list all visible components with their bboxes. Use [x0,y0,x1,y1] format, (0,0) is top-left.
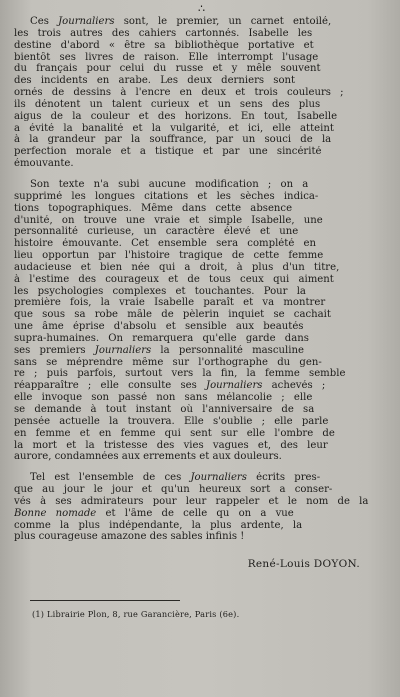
text-line: vés à ses admirateurs pour leur rappeler et le nom de la [14,495,369,507]
text-line: ornés de dessins à l'encre en deux et trois couleurs ; [14,87,344,99]
text-line: émouvante. [14,158,74,170]
text-line: tions topographiques. Même dans cette absence [14,202,293,214]
text-line: supra-humaines. On remarquera qu'elle garde dans [14,332,309,344]
text-line: elle invoque son passé non sans mélancolie ; elle [14,392,313,404]
text-line: ses premiers Journaliers la personnalité masculine [14,344,304,356]
text-line: à la grandeur par la souffrance, par un souci de la [14,134,332,146]
text-line: comme la plus indépendante, la plus ardente, la [14,519,303,531]
text-line: réapparaître ; elle consulte ses Journaliers achevés ; [14,380,326,392]
article-body [14,16,390,543]
text-line: les trois autres des cahiers cartonnés. Isabelle les [14,27,313,39]
text-line: la mort et la tristesse des vies vagues et, des leur [14,439,328,451]
text-line: des incidents en arabe. Les deux derniers sont [14,75,296,87]
text-line: à l'estime des courageux et de tous ceux qui aiment [14,273,334,285]
text-line: perfection morale et a tistique et par une sincérité [14,146,322,158]
text-line: personnalité curieuse, un caractère élevé et une [14,226,299,238]
text-line: en femme et en femme qui sent sur elle l'ombre de [14,427,335,439]
text-line: du français pour celui du russe et y mêle souvent [14,63,321,75]
text-line: une âme éprise d'absolu et sensible aux beautés [14,321,304,333]
text-line: d'unité, on trouve une vraie et simple Isabelle, une [14,214,323,226]
text-line: sans se méprendre même sur l'orthographe du gen- [14,356,322,368]
text-line: Ces Journaliers sont, le premier, un carnet entoilé, [30,16,332,27]
text-line: que au jour le jour et qu'un heureux sort a conser- [14,484,333,496]
text-line: aigus de la couleur et des horizons. En tout, Isabelle [14,110,338,122]
text-line: supprimé les longues citations et les sèches indica- [14,190,319,202]
text-line: Tel est l'ensemble de ces Journaliers écrits pres- [30,472,321,484]
text-line: histoire émouvante. Cet ensemble sera complété en [14,238,316,250]
text-line: aurore, condamnées aux errements et aux douleurs. [14,451,282,463]
text-line: a évité la banalité et la vulgarité, et ici, elle atteint [14,122,334,134]
text-line: plus courageuse amazone des sables infinis ! [14,531,245,543]
text-line: Son texte n'a subi aucune modification ; on a [30,178,309,190]
paragraph-gap [14,463,390,472]
text-line: destine d'abord « être sa bibliothèque portative et [14,39,314,51]
text-line: ils dénotent un talent curieux et un sens des plus [14,98,321,110]
paragraph [14,179,390,463]
paragraph [14,16,390,170]
text-line: se demande à tout instant où l'anniversaire de sa [14,404,315,415]
text-line: les psychologies complexes et touchantes. Pour la [14,285,306,297]
author-signature: René-Louis DOYON. [247,558,360,571]
paragraph [14,472,390,543]
text-line: lieu opportun par l'histoire tragique de cette femme [14,250,324,262]
text-line: première fois, la vraie Isabelle paraît et va montrer [14,297,326,309]
text-line: re ; puis parfois, surtout vers la fin, la femme semble [14,368,346,380]
ornament-asterism: ∴ [198,2,206,15]
text-line: bientôt ses livres de raison. Elle interrompt l'usage [14,51,319,63]
paragraph-gap [14,170,390,179]
text-line: pensée actuelle la trouvera. Elle s'oublie ; elle parle [14,415,329,427]
text-line: audacieuse et bien née qui a droit, à plus d'un titre, [14,261,340,273]
footnote-rule [30,600,180,601]
footnote: (1) Librairie Plon, 8, rue Garancière, Paris (6e). [32,609,240,620]
text-line: que sous sa robe mâle de pèlerin inquiet se cachait [14,309,331,321]
text-line: Bonne nomade et l'âme de celle qu on a vue [14,507,294,519]
